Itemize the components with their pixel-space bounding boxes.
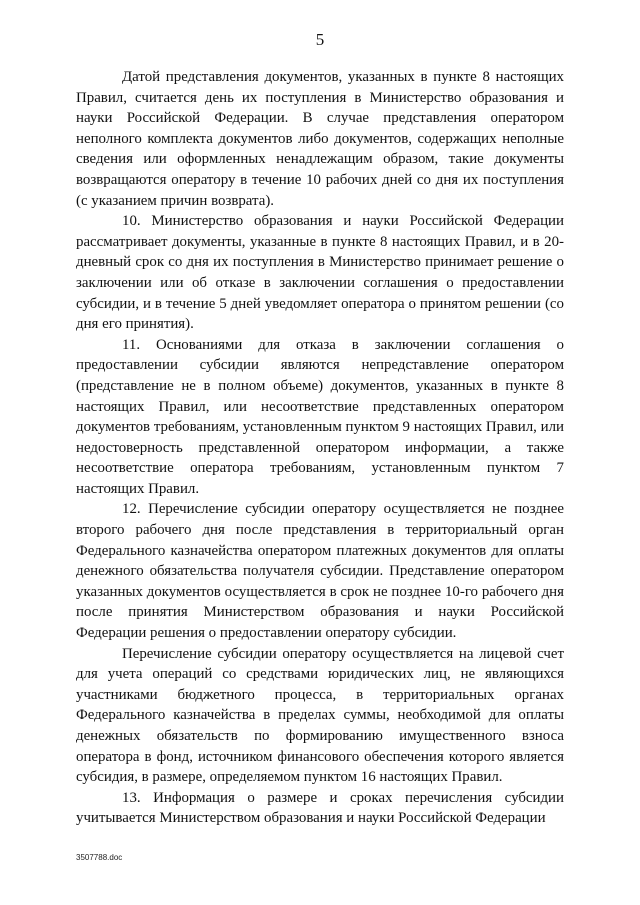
paragraph-item-11: 11. Основаниями для отказа в заключении соглашения о предоставлении субсидии являются непредставление оператором (представление не в полном объеме) документов, указанных в пункте 8 настоящих Правил, или несоответствие представленных оператором документов требованиям, установленным пунктом 9 настоящих Правил, или недостоверность представленной оператором информации, а также несоответствие оператора требованиям, установленным пунктом 7 настоящих Правил. [76,336,564,497]
paragraph-item-13: 13. Информация о размере и сроках перечисления субсидии учитывается Министерством образования и науки Российской Федерации [76,789,564,827]
footer-filename: 3507788.doc [76,853,123,862]
paragraph-submission-date: Датой представления документов, указанных в пункте 8 настоящих Правил, считается день их поступления в Министерство образования и науки Российской Федерации. В случае представления оператором неполного комплекта документов либо документов, содержащих неполные сведения или оформленных ненадлежащим образом, такие документы возвращаются оператору в течение 10 рабочих дней со дня их поступления (с указанием причин возврата). [76,69,564,209]
paragraph-subsidy-transfer: Перечисление субсидии оператору осуществляется на лицевой счет для учета операций со средствами юридических лиц, не являющихся участниками бюджетного процесса, в территориальных органах Федерального казначейства в пределах суммы, необходимой для оплаты денежных обязательств по формированию имущественного взноса оператора в фонд, источником финансового обеспечения которого является субсидия, в размере, определяемом пунктом 16 настоящих Правил. [76,645,564,786]
document-body [76,67,564,829]
paragraph-item-10: 10. Министерство образования и науки Российской Федерации рассматривает документы, указанные в пункте 8 настоящих Правил, и в 20-дневный срок со дня их поступления в Министерство принимает решение о заключении или об отказе в заключении соглашения о предоставлении субсидии, и в течение 5 дней уведомляет оператора о принятом решении (со дня его принятия). [76,213,564,333]
paragraph-item-12: 12. Перечисление субсидии оператору осуществляется не позднее второго рабочего дня после представления в территориальный орган Федерального казначейства оператором платежных документов для оплаты денежного обязательства получателя субсидии. Представление оператором указанных документов осуществляется в срок не позднее 10-го рабочего дня после принятия Министерством образования и науки Российской Федерации решения о предоставлении оператору субсидии. [76,501,564,642]
page-number: 5 [315,30,325,49]
